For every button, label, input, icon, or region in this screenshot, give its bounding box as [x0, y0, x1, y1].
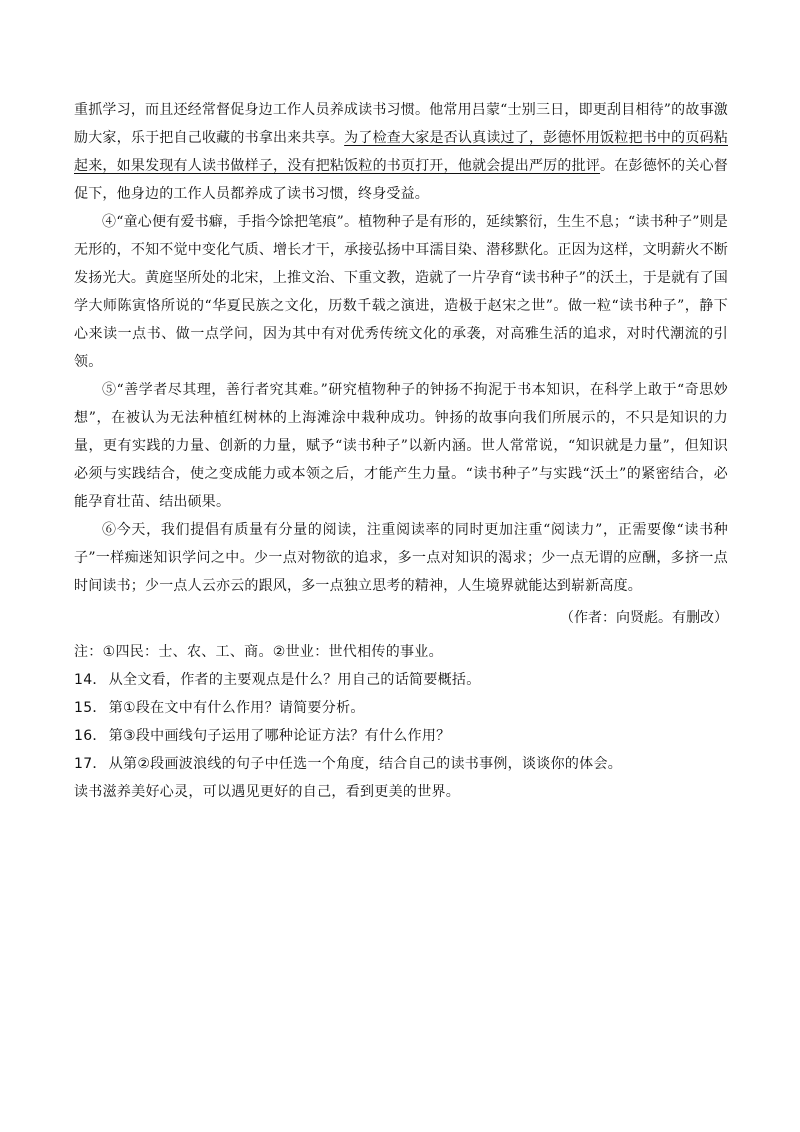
underlined-sentence: 为了检查大家是否认真读过了，彭德怀用饭粒把书中的页码粘起来，如果发现有人读书做样子，没有把粘饭粒的书页打开，他就会提出严厉的批评 [74, 130, 728, 174]
author-credit: （作者：向贤彪。有删改） [560, 610, 728, 626]
answer-line: 读书滋养美好心灵，可以遇见更好的自己，看到更美的世界。 [74, 784, 461, 800]
question-text: 从全文看，作者的主要观点是什么？用自己的话简要概括。 [108, 672, 481, 688]
question-text: 第③段中画线句子运用了哪种论证方法？有什么作用？ [108, 728, 451, 744]
paragraph-3-text-b: 。在彭德怀的关心督促下，他身边的工作人员都养成了读书习惯，终身受益。 [74, 158, 728, 202]
question-number: 15． [74, 700, 107, 716]
paragraph-3-continued [74, 96, 728, 208]
paragraph-5: ⑤“善学者尽其理，善行者究其难。”研究植物种子的钟扬不拘泥于书本知识，在科学上敢于“奇思妙想”，在被认为无法种植红树林的上海滩涂中栽种成功。钟扬的故事向我们所展示的，不只是知识的力量，更有实践的力量、创新的力量，赋予“读书种子”以新内涵。世人常常说，“知识就是力量”，但知识必须与实践结合，使之变成能力或本领之后，才能产生力量。“读书种子”与实践“沃土”的紧密结合，必能孕育壮苗、结出硕果。 [74, 382, 728, 510]
question-number: 14． [74, 672, 107, 688]
question-text: 第①段在文中有什么作用？请简要分析。 [108, 700, 365, 716]
paragraph-6: ⑥今天，我们提倡有质量有分量的阅读，注重阅读率的同时更加注重“阅读力”，正需要像“读书种子”一样痴迷知识学问之中。少一点对物欲的追求，多一点对知识的渴求；少一点无谓的应酬，多挤一点时间读书；少一点人云亦云的跟风，多一点独立思考的精神，人生境界就能达到崭新高度。 [74, 522, 728, 594]
document-page [74, 96, 728, 806]
question-14 [74, 666, 728, 694]
question-16 [74, 722, 728, 750]
question-number: 17． [74, 756, 107, 772]
question-17 [74, 750, 728, 778]
notes-line: 注：①四民：士、农、工、商。②世业：世代相传的事业。 [74, 644, 443, 660]
question-number: 16． [74, 728, 107, 744]
question-text: 从第②段画波浪线的句子中任选一个角度，结合自己的读书事例，谈谈你的体会。 [108, 756, 623, 772]
question-15 [74, 694, 728, 722]
paragraph-4: ④“童心便有爱书癖，手指今馀把笔痕”。植物种子是有形的，延续繁衍，生生不息；“读书种子”则是无形的，不知不觉中变化气质、增长才干，承接弘扬中耳濡目染、潜移默化。正因为这样，文明薪火不断发扬光大。黄庭坚所处的北宋，上推文治、下重文教，造就了一片孕育“读书种子”的沃土，于是就有了国学大师陈寅恪所说的“华夏民族之文化，历数千载之演进，造极于赵宋之世”。做一粒“读书种子”，静下心来读一点书、做一点学问，因为其中有对优秀传统文化的承袭，对高雅生活的追求，对时代潮流的引领。 [74, 214, 728, 370]
paragraph-3-text-a: 重抓学习，而且还经常督促身边工作人员养成读书习惯。他常用吕蒙“士别三日，即更刮目相待”的故事激励大家，乐于把自己收藏的书拿出来共享。 [74, 102, 728, 146]
